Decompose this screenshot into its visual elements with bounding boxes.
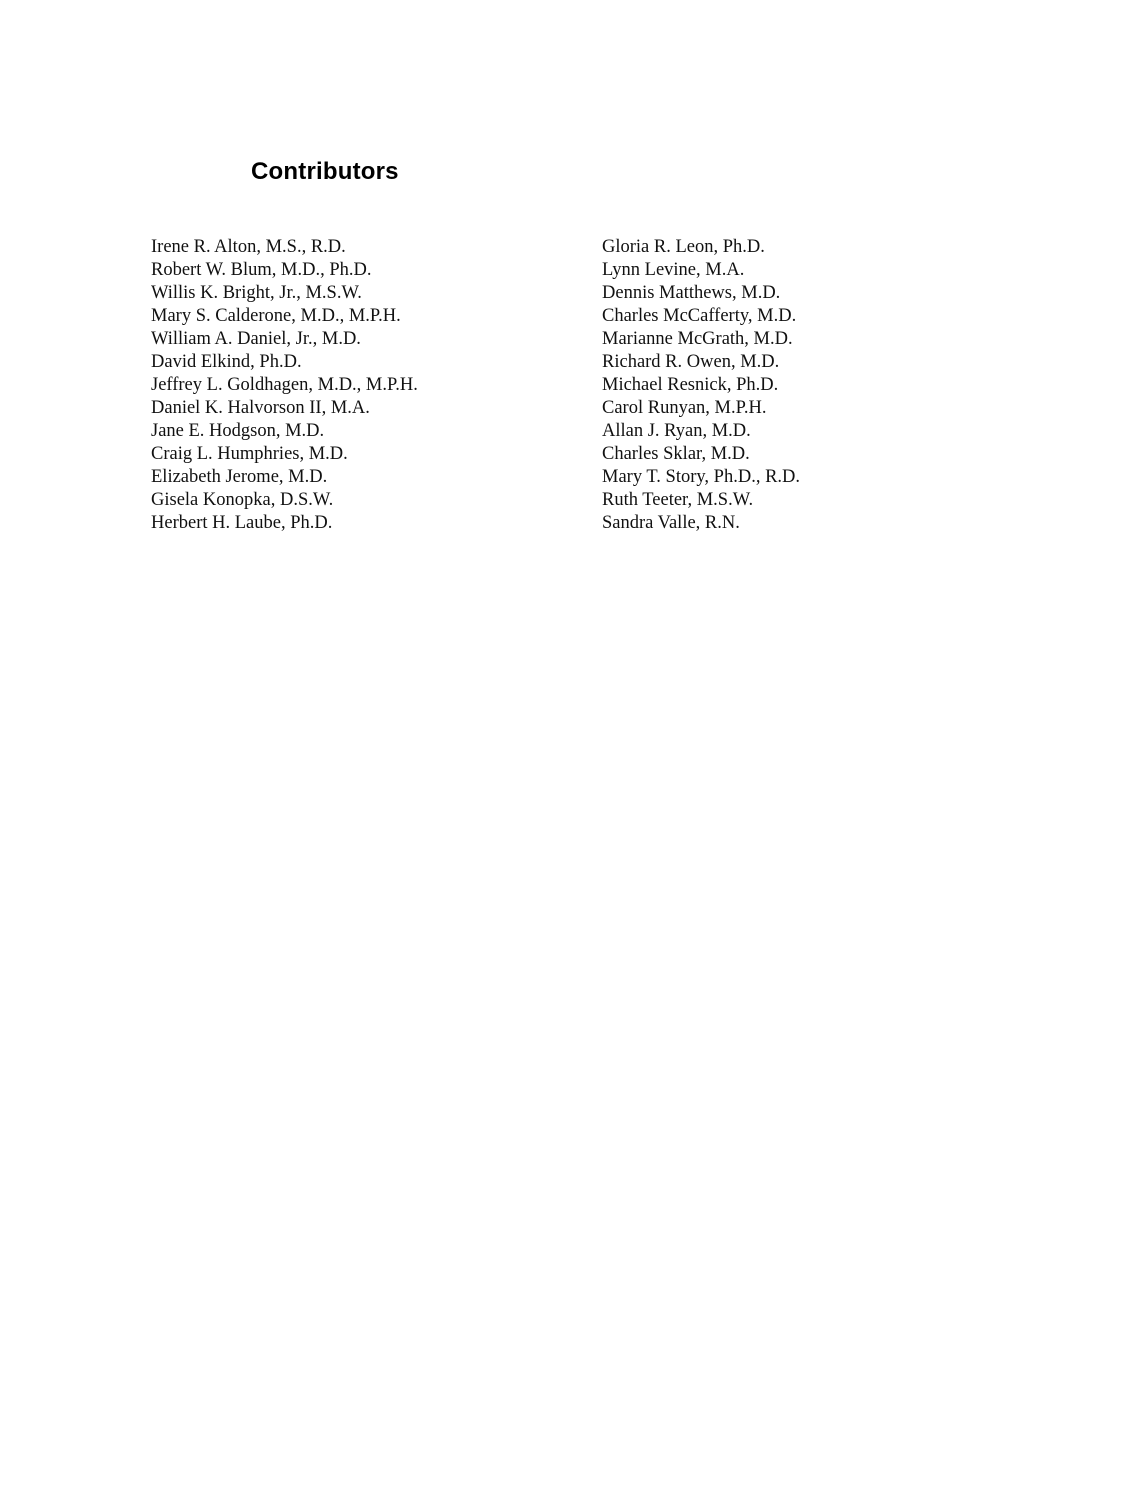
contributor-name: Charles McCafferty, M.D. [602, 306, 797, 326]
contributor-name: William A. Daniel, Jr., M.D. [151, 329, 361, 349]
contributor-name: Marianne McGrath, M.D. [602, 329, 793, 349]
contributor-name: Jeffrey L. Goldhagen, M.D., M.P.H. [151, 375, 418, 395]
contributor-name: Charles Sklar, M.D. [602, 444, 750, 464]
contributor-name: Gloria R. Leon, Ph.D. [602, 237, 765, 257]
contributor-name: Gisela Konopka, D.S.W. [151, 490, 334, 510]
contributor-name: Michael Resnick, Ph.D. [602, 375, 779, 395]
contributor-name: Sandra Valle, R.N. [602, 513, 740, 533]
contributor-name: Robert W. Blum, M.D., Ph.D. [151, 260, 372, 280]
contributor-name: Allan J. Ryan, M.D. [602, 421, 751, 441]
contributor-name: Craig L. Humphries, M.D. [151, 444, 348, 464]
contributor-name: Daniel K. Halvorson II, M.A. [151, 398, 370, 418]
contributor-name: David Elkind, Ph.D. [151, 352, 302, 372]
contributors-right-column [602, 236, 800, 535]
contributor-name: Elizabeth Jerome, M.D. [151, 467, 328, 487]
contributor-name: Herbert H. Laube, Ph.D. [151, 513, 333, 533]
contributor-name: Irene R. Alton, M.S., R.D. [151, 237, 346, 257]
contributor-name: Ruth Teeter, M.S.W. [602, 490, 754, 510]
contributor-name: Dennis Matthews, M.D. [602, 283, 781, 303]
contributors-left-column [151, 236, 418, 535]
contributor-name: Mary S. Calderone, M.D., M.P.H. [151, 306, 401, 326]
page-title: Contributors [251, 158, 399, 185]
contributor-name: Willis K. Bright, Jr., M.S.W. [151, 283, 362, 303]
contributor-name: Carol Runyan, M.P.H. [602, 398, 767, 418]
contributor-name: Lynn Levine, M.A. [602, 260, 745, 280]
contributor-name: Jane E. Hodgson, M.D. [151, 421, 325, 441]
contributor-name: Richard R. Owen, M.D. [602, 352, 780, 372]
contributor-name: Mary T. Story, Ph.D., R.D. [602, 467, 801, 487]
